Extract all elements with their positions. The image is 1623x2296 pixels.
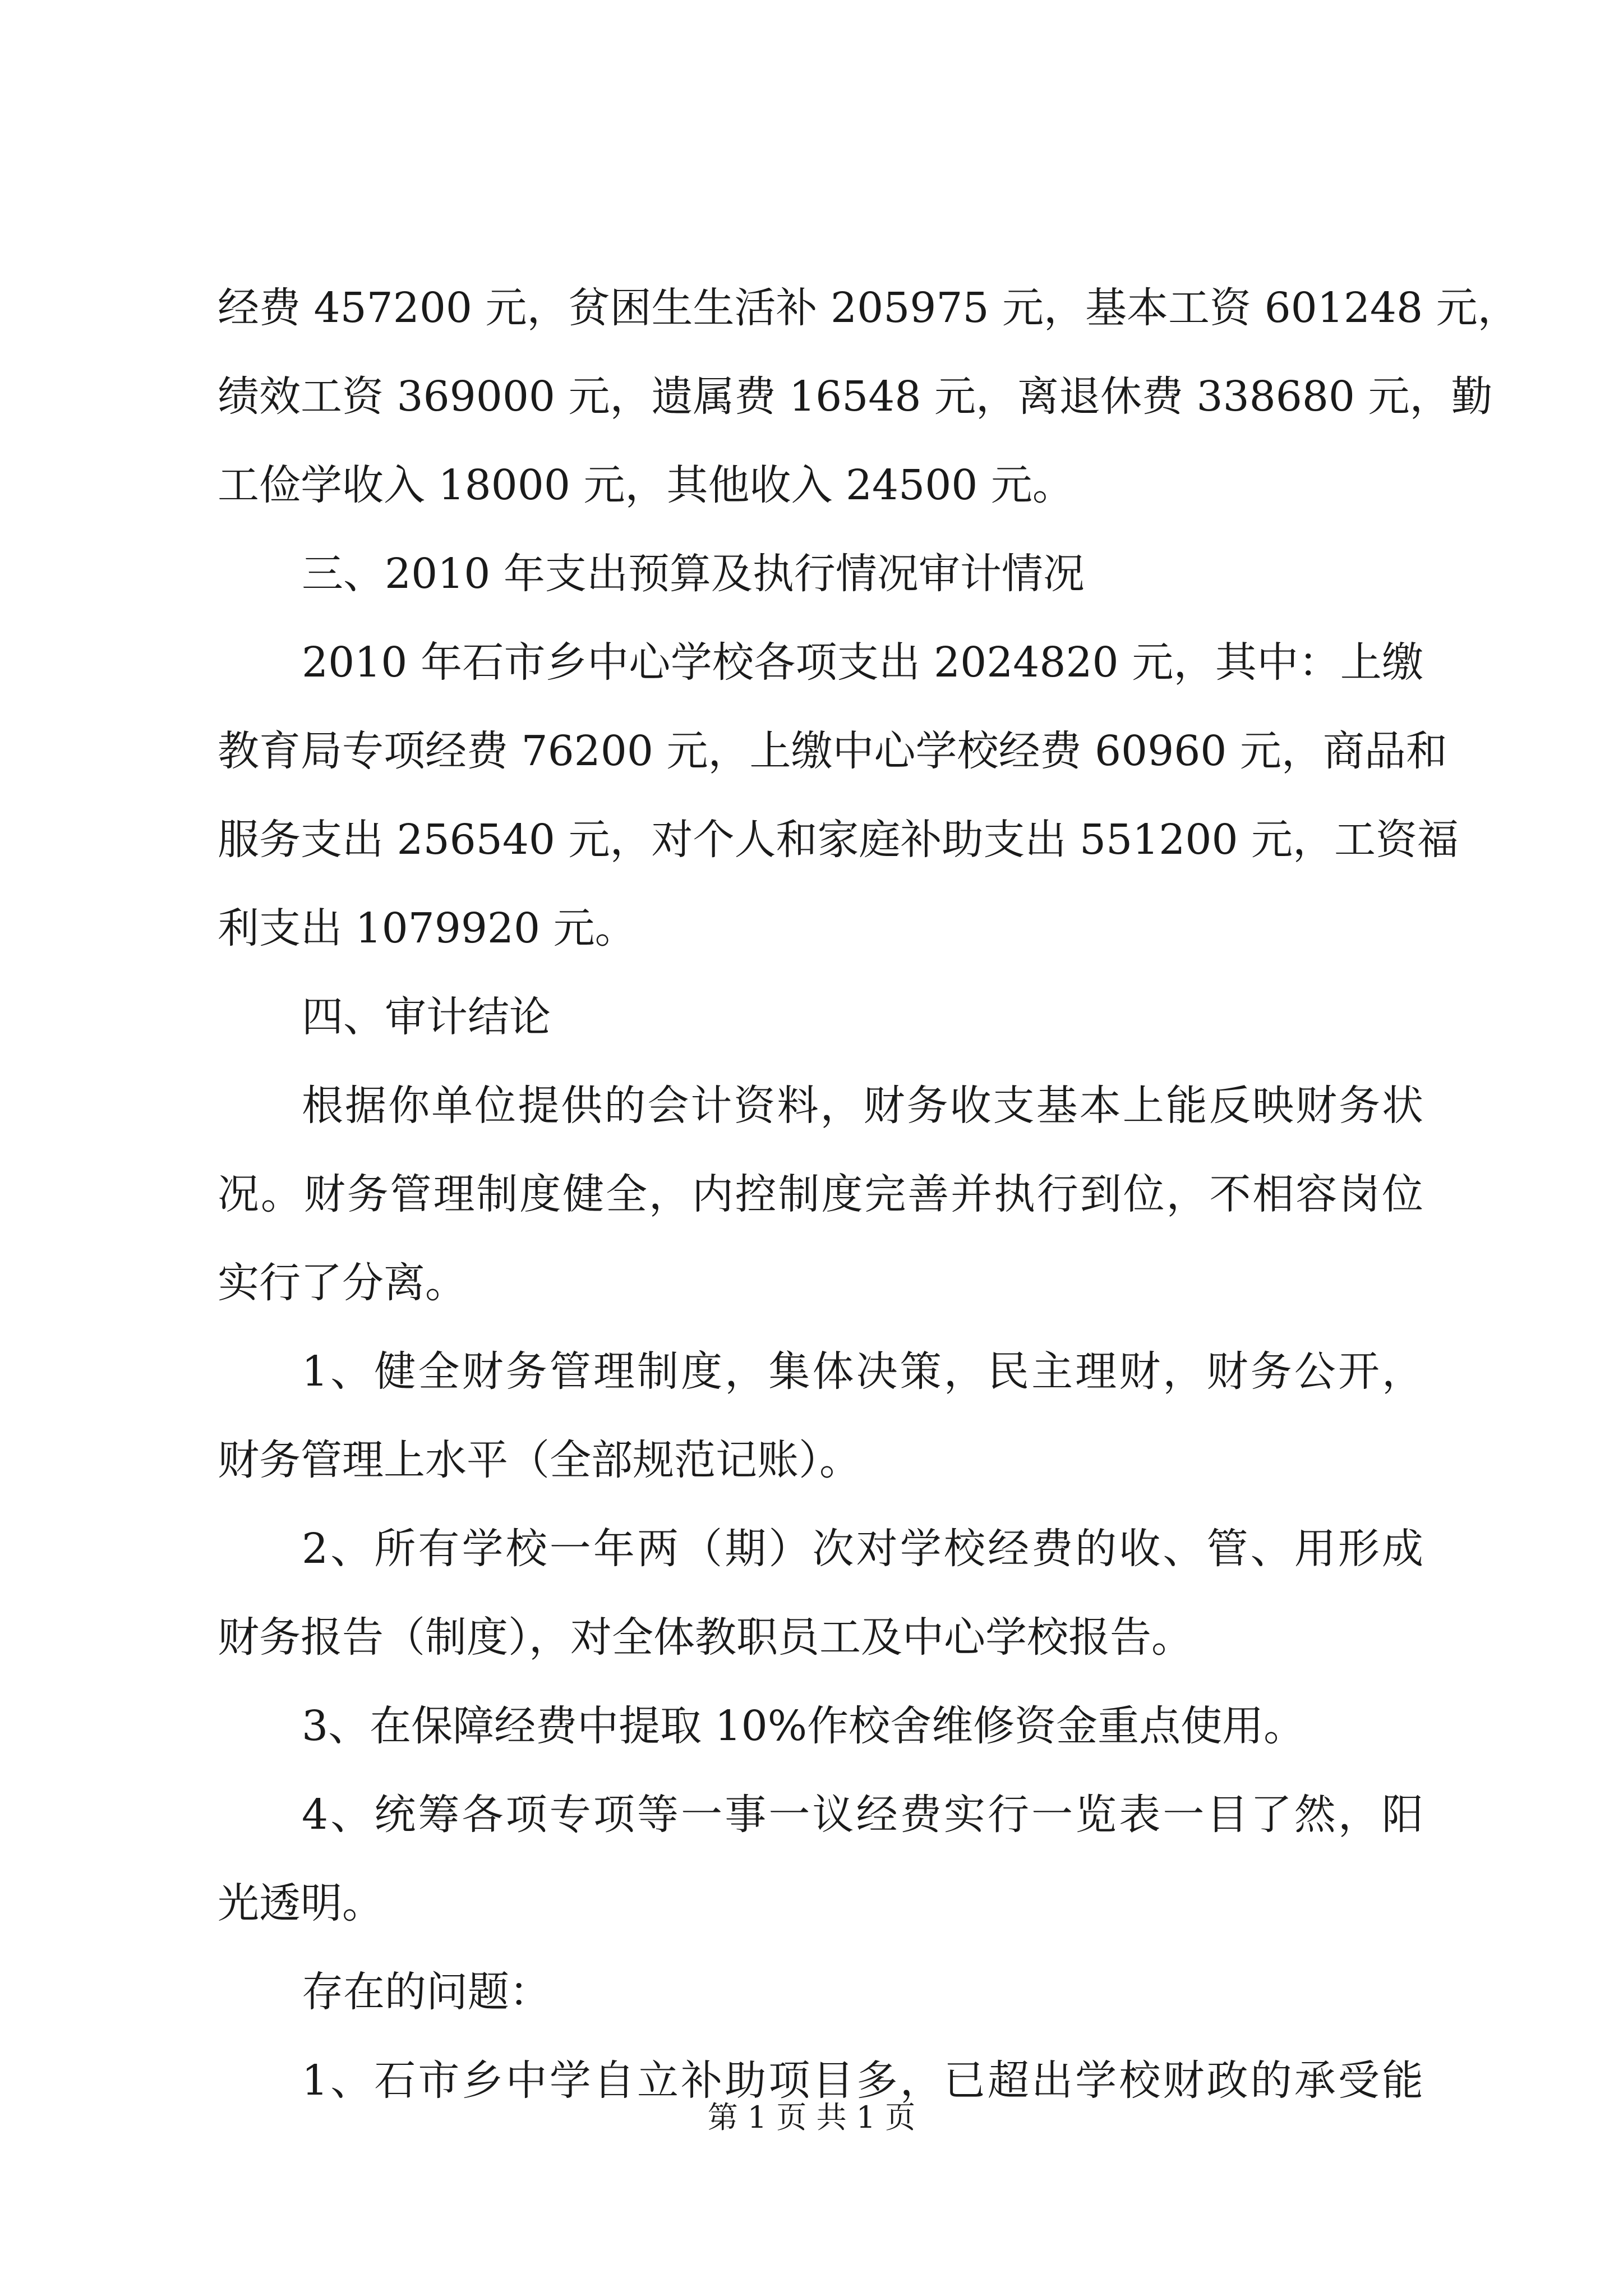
body-line: 经费 457200 元，贫困生生活补 205975 元，基本工资 601248 元， (218, 284, 1519, 332)
page-footer (0, 2095, 1623, 2140)
body-line: 绩效工资 369000 元，遗属费 16548 元，离退休费 338680 元，勤 (218, 372, 1493, 421)
section-heading: 存在的问题： (302, 1968, 551, 2016)
body-line: 财务报告（制度），对全体教职员工及中心学校报告。 (218, 1613, 1193, 1662)
section-heading: 三、2010 年支出预算及执行情况审计情况 (302, 550, 1085, 598)
body-line: 教育局专项经费 76200 元，上缴中心学校经费 60960 元，商品和 (218, 727, 1447, 775)
section-heading: 四、审计结论 (302, 993, 551, 1041)
body-line: 财务管理上水平（全部规范记账）。 (218, 1436, 861, 1484)
list-item: 1、石市乡中学自立补助项目多，已超出学校财政的承受能 (302, 2056, 1423, 2105)
body-line: 根据你单位提供的会计资料，财务收支基本上能反映财务状 (302, 1082, 1423, 1130)
document-body (218, 264, 1519, 2125)
list-item: 3、在保障经费中提取 10%作校舍维修资金重点使用。 (302, 1702, 1306, 1750)
page-number-label: 第 1 页 共 1 页 (707, 2100, 916, 2135)
list-item: 4、统筹各项专项等一事一议经费实行一览表一目了然，阳 (302, 1791, 1423, 1839)
body-line: 工俭学收入 18000 元，其他收入 24500 元。 (218, 461, 1074, 509)
list-item: 1、健全财务管理制度，集体决策，民主理财，财务公开， (302, 1347, 1423, 1396)
body-line: 2010 年石市乡中心学校各项支出 2024820 元，其中：上缴 (302, 638, 1423, 687)
body-line: 实行了分离。 (218, 1259, 467, 1307)
body-line: 光透明。 (218, 1879, 384, 1927)
body-line: 服务支出 256540 元，对个人和家庭补助支出 551200 元，工资福 (218, 816, 1459, 864)
body-line: 利支出 1079920 元。 (218, 904, 637, 953)
body-line: 况。财务管理制度健全，内控制度完善并执行到位，不相容岗位 (218, 1170, 1423, 1218)
list-item: 2、所有学校一年两（期）次对学校经费的收、管、用形成 (302, 1525, 1423, 1573)
